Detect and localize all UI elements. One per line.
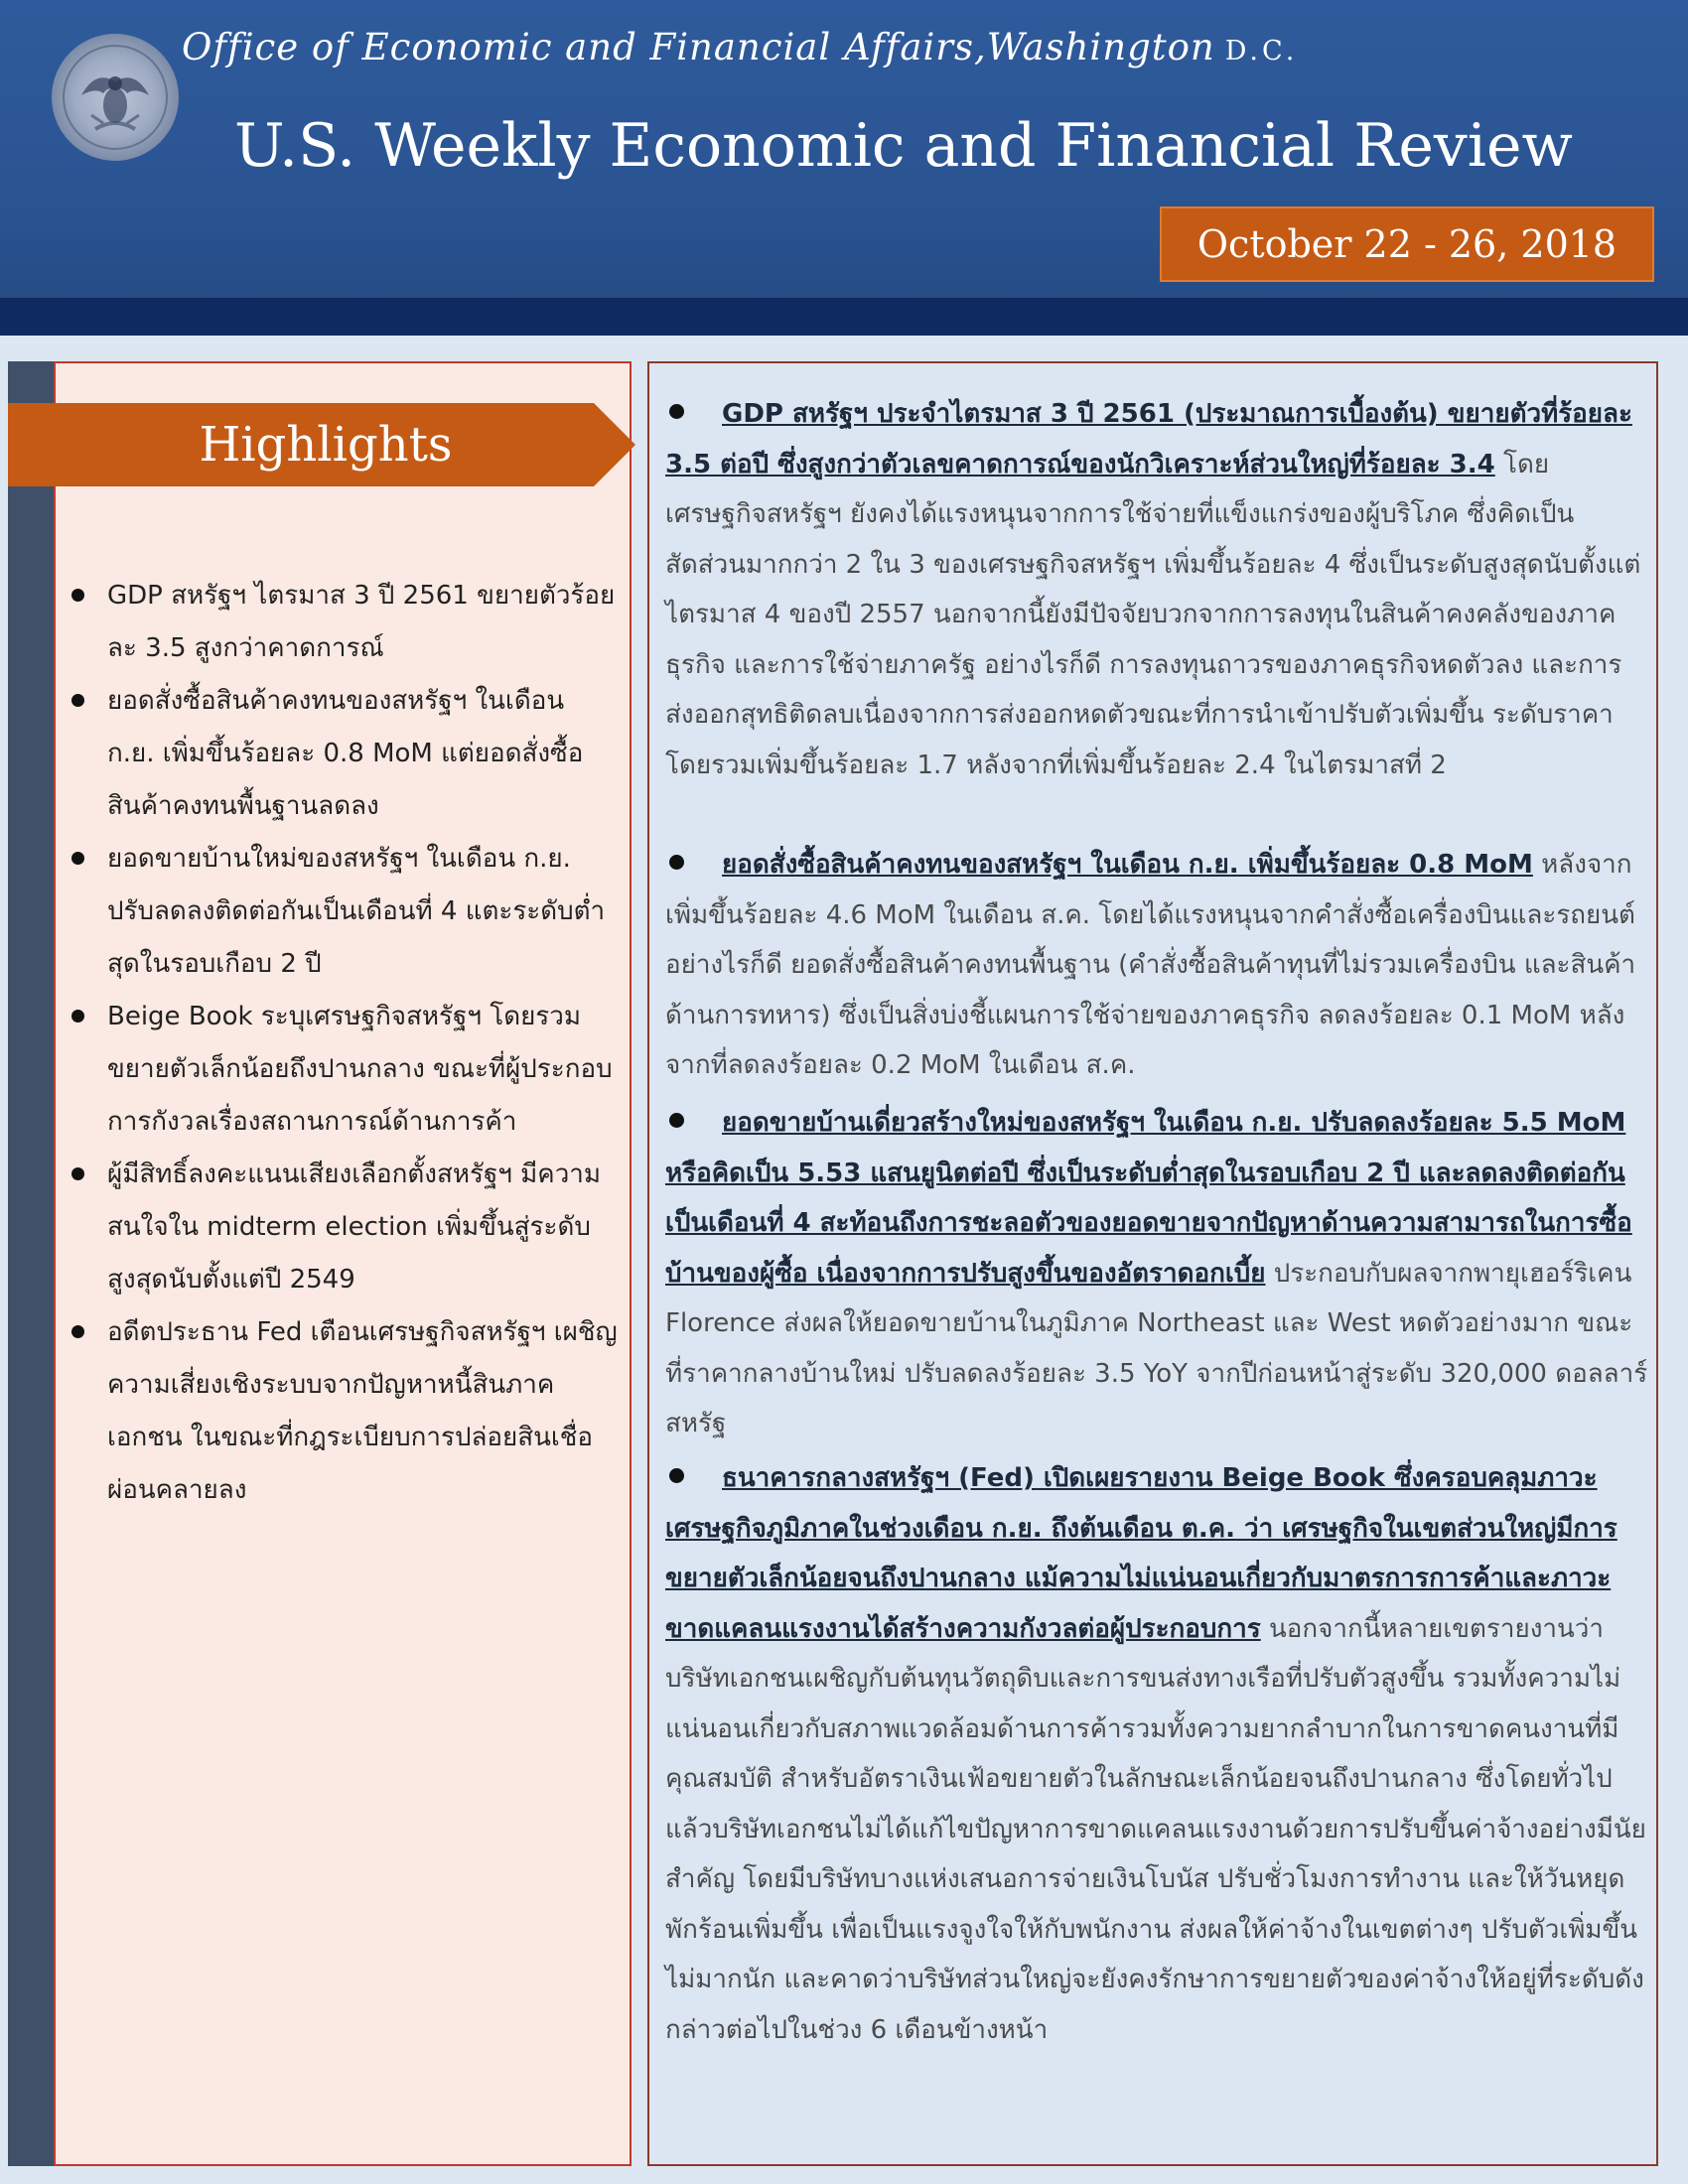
office-location: D.C. <box>1224 36 1299 67</box>
highlight-item: GDP สหรัฐฯ ไตรมาส 3 ปี 2561 ขยายตัวร้อยละ 3.5 สูงกว่าคาดการณ์ <box>70 570 618 675</box>
article-body: ประกอบกับผลจากพายุเฮอร์ริเคน Florence ส่งผลให้ยอดขายบ้านในภูมิภาค Northeast และ West หดตัวอย่างมาก ขณะที่ราคากลางบ้านใหม่ ปรับลดลงร้อยละ 3.5 YoY จากปีก่อนหน้าสู่ระดับ 320,000 ดอลลาร์สหรัฐ <box>665 1258 1648 1438</box>
highlights-list <box>70 570 618 1517</box>
office-title: Office of Economic and Financial Affairs,Washington D.C. <box>182 26 1299 68</box>
bullet-dot-icon <box>71 1010 84 1023</box>
article-durable-goods <box>665 840 1648 1091</box>
header-bottom-bar <box>0 298 1688 336</box>
highlight-item: ยอดสั่งซื้อสินค้าคงทนของสหรัฐฯ ในเดือน ก.ย. เพิ่มขึ้นร้อยละ 0.8 MoM แต่ยอดสั่งซื้อสินค้าคงทนพื้นฐานลดลง <box>70 675 618 833</box>
date-range-badge: October 22 - 26, 2018 <box>1160 206 1654 282</box>
bullet-dot-icon <box>71 1325 84 1338</box>
bullet-dot-icon <box>669 1113 684 1128</box>
article-body: หลังจากเพิ่มขึ้นร้อยละ 4.6 MoM ในเดือน ส.ค. โดยได้แรงหนุนจากคำสั่งซื้อเครื่องบินและรถยนต์ อย่างไรก็ดี ยอดสั่งซื้อสินค้าคงทนพื้นฐาน (คำสั่งซื้อสินค้าทุนที่ไม่รวมเครื่องบิน และสินค้าด้านการทหาร) ซึ่งเป็นสิ่งบ่งชี้แผนการใช้จ่ายของภาคธุรกิจ ลดลงร้อยละ 0.1 MoM หลังจากที่ลดลงร้อยละ 0.2 MoM ในเดือน ส.ค. <box>665 850 1636 1080</box>
bullet-dot-icon <box>71 694 84 707</box>
highlights-title: Highlights <box>199 417 453 473</box>
highlight-item: Beige Book ระบุเศรษฐกิจสหรัฐฯ โดยรวมขยายตัวเล็กน้อยถึงปานกลาง ขณะที่ผู้ประกอบการกังวลเรื่องสถานการณ์ด้านการค้า <box>70 991 618 1149</box>
article-headline: ยอดขายบ้านเดี่ยวสร้างใหม่ของสหรัฐฯ ในเดือน ก.ย. ปรับลดลงร้อยละ 5.5 MoM หรือคิดเป็น 5.53 แสนยูนิตต่อปี ซึ่งเป็นระดับต่ำสุดในรอบเกือบ 2 ปี และลดลงติดต่อกันเป็นเดือนที่ 4 สะท้อนถึงการชะลอตัวของยอดขายจากปัญหาด้านความสามารถในการซื้อบ้านของผู้ซื้อ เนื่องจากการปรับสูงขึ้นของอัตราดอกเบี้ย <box>665 1108 1632 1289</box>
bullet-dot-icon <box>71 589 84 602</box>
article-gdp <box>665 389 1648 790</box>
bullet-dot-icon <box>669 855 684 870</box>
left-rail-bar <box>8 361 54 2166</box>
bullet-dot-icon <box>71 1167 84 1180</box>
article-headline: GDP สหรัฐฯ ประจำไตรมาส 3 ปี 2561 (ประมาณการเบื้องต้น) ขยายตัวที่ร้อยละ 3.5 ต่อปี ซึ่งสูงกว่าตัวเลขคาดการณ์ของนักวิเคราะห์ส่วนใหญ่ที่ร้อยละ 3.4 <box>665 399 1632 479</box>
page-title: U.S. Weekly Economic and Financial Review <box>234 111 1573 181</box>
highlight-item: ผู้มีสิทธิ์ลงคะแนนเสียงเลือกตั้งสหรัฐฯ มีความสนใจใน midterm election เพิ่มขึ้นสู่ระดับสูงสุดนับตั้งแต่ปี 2549 <box>70 1149 618 1306</box>
bullet-dot-icon <box>669 404 684 419</box>
article-beige-book <box>665 1453 1648 2055</box>
highlight-item: อดีตประธาน Fed เตือนเศรษฐกิจสหรัฐฯ เผชิญความเสี่ยงเชิงระบบจากปัญหาหนี้สินภาคเอกชน ในขณะที่กฎระเบียบการปล่อยสินเชื่อผ่อนคลายลง <box>70 1306 618 1517</box>
eagle-seal-icon <box>52 34 179 161</box>
bullet-dot-icon <box>71 852 84 865</box>
article-headline: ธนาคารกลางสหรัฐฯ (Fed) เปิดเผยรายงาน Beige Book ซึ่งครอบคลุมภาวะเศรษฐกิจภูมิภาคในช่วงเดือน ก.ย. ถึงต้นเดือน ต.ค. ว่า เศรษฐกิจในเขตส่วนใหญ่มีการขยายตัวเล็กน้อยจนถึงปานกลาง แม้ความไม่แน่นอนเกี่ยวกับมาตรการการค้าและภาวะขาดแคลนแรงงานได้สร้างความกังวลต่อผู้ประกอบการ <box>665 1463 1618 1644</box>
article-body: นอกจากนี้หลายเขตรายงานว่า บริษัทเอกชนเผชิญกับต้นทุนวัตถุดิบและการขนส่งทางเรือที่ปรับตัวสูงขึ้น รวมทั้งความไม่แน่นอนเกี่ยวกับสภาพแวดล้อมด้านการค้ารวมทั้งความยากลำบากในการขาดคนงานที่มีคุณสมบัติ สำหรับอัตราเงินเฟ้อขยายตัวในลักษณะเล็กน้อยจนถึงปานกลาง ซึ่งโดยทั่วไปแล้วบริษัทเอกชนไม่ได้แก้ไขปัญหาการขาดแคลนแรงงานด้วยการปรับขึ้นค่าจ้างอย่างมีนัยสำคัญ โดยมีบริษัทบางแห่งเสนอการจ่ายเงินโบนัส ปรับชั่วโมงการทำงาน และให้วันหยุดพักร้อนเพิ่มขึ้น เพื่อเป็นแรงจูงใจให้กับพนักงาน ส่งผลให้ค่าจ้างในเขตต่างๆ ปรับตัวเพิ่มขึ้นไม่มากนัก และคาดว่าบริษัทส่วนใหญ่จะยังคงรักษาการขยายตัวของค่าจ้างให้อยู่ที่ระดับดังกล่าวต่อไปในช่วง 6 เดือนข้างหน้า <box>665 1613 1646 2045</box>
article-headline: ยอดสั่งซื้อสินค้าคงทนของสหรัฐฯ ในเดือน ก.ย. เพิ่มขึ้นร้อยละ 0.8 MoM <box>722 850 1533 880</box>
article-new-home-sales <box>665 1098 1648 1449</box>
bullet-dot-icon <box>669 1468 684 1483</box>
article-body: โดยเศรษฐกิจสหรัฐฯ ยังคงได้แรงหนุนจากการใช้จ่ายที่แข็งแกร่งของผู้บริโภค ซึ่งคิดเป็นสัดส่วนมากกว่า 2 ใน 3 ของเศรษฐกิจสหรัฐฯ เพิ่มขึ้นร้อยละ 4 ซึ่งเป็นระดับสูงสุดนับตั้งแต่ไตรมาส 4 ของปี 2557 นอกจากนี้ยังมีปัจจัยบวกจากการลงทุนในสินค้าคงคลังของภาคธุรกิจ และการใช้จ่ายภาครัฐ อย่างไรก็ดี การลงทุนถาวรของภาคธุรกิจหดตัวลง และการส่งออกสุทธิติดลบเนื่องจากการส่งออกหดตัวขณะที่การนำเข้าปรับตัวเพิ่มขึ้น ระดับราคาโดยรวมเพิ่มขึ้นร้อยละ 1.7 หลังจากที่เพิ่มขึ้นร้อยละ 2.4 ในไตรมาสที่ 2 <box>665 449 1641 780</box>
highlights-banner <box>8 403 631 486</box>
highlight-item: ยอดขายบ้านใหม่ของสหรัฐฯ ในเดือน ก.ย. ปรับลดลงติดต่อกันเป็นเดือนที่ 4 แตะระดับต่ำสุดในรอบเกือบ 2 ปี <box>70 833 618 991</box>
